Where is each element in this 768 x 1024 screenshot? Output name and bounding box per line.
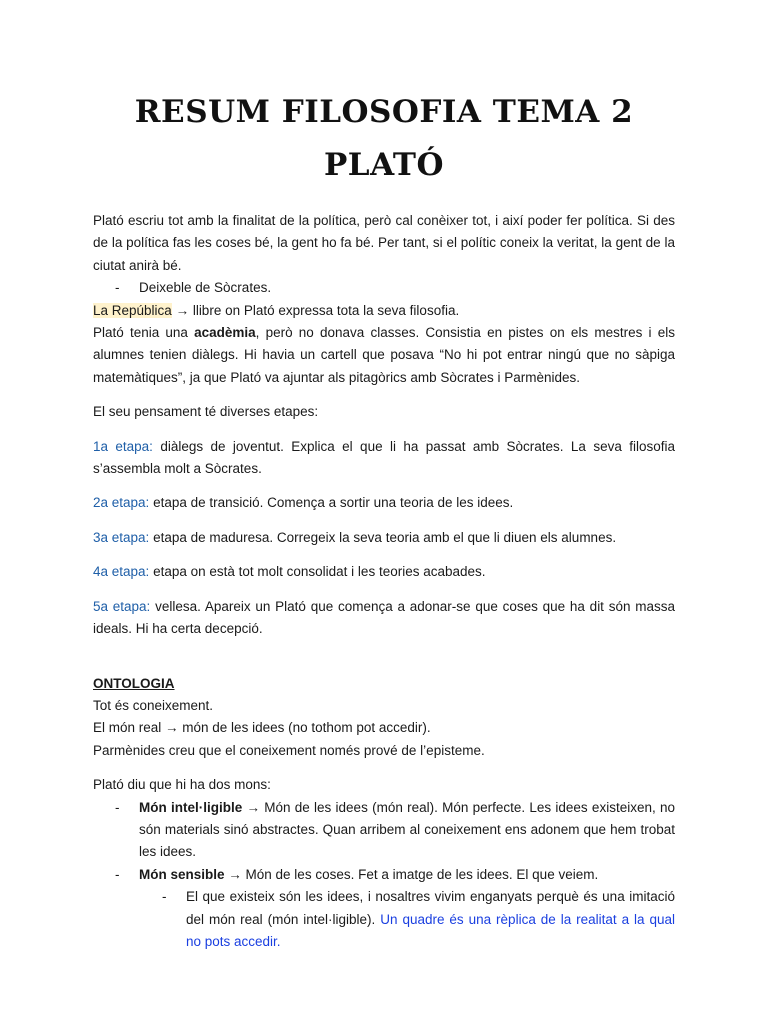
list-dash: - [115, 799, 120, 815]
ontologia-heading-text: ONTOLOGIA [93, 675, 175, 691]
stage-1-label: 1a etapa: [93, 438, 153, 454]
onto-line-3: Parmènides creu que el coneixement només prové de l’episteme. [93, 742, 485, 758]
sub-bullet-text: El que existeix són les idees, i nosaltres vivim enganyats perquè és una imitació del món real (món intel·ligible). [186, 889, 675, 927]
stage-4-text: etapa on està tot molt consolidat i les teories acabades. [149, 564, 486, 580]
republica-line [93, 300, 675, 322]
stage-5 [93, 596, 675, 641]
republica-text: → llibre on Plató expressa tota la seva filosofia. [171, 302, 460, 318]
mon-sensible-text: Món de les coses. Fet a imatge de les idees. El que veiem. [241, 866, 599, 882]
two-worlds-intro: Plató diu que hi ha dos mons: [93, 777, 271, 793]
stage-3-text: etapa de maduresa. Corregeix la seva teoria amb el que li diuen els alumnes. [149, 529, 617, 545]
ontologia-heading [93, 673, 675, 695]
list-item [93, 277, 675, 299]
academia-word: acadèmia [194, 325, 256, 341]
document-title [93, 86, 675, 192]
stage-3 [93, 527, 675, 549]
stage-2 [93, 492, 675, 514]
republica-highlight: La República [93, 302, 172, 318]
academia-pre: Plató tenia una [93, 325, 195, 341]
list-dash: - [162, 889, 167, 905]
mon-intel-text: Món de les idees (món real). Món perfecte. Les idees existeixen, no són materials sinó abstractes. Quan arribem al coneixement ens adonem que hem trobat les idees. [139, 799, 675, 860]
mon-sensible-label: Món sensible → [139, 866, 242, 882]
stage-1-text: diàlegs de joventut. Explica el que li ha passat amb Sòcrates. La seva filosofia s’assembla molt a Sòcrates. [93, 438, 675, 477]
stage-3-label: 3a etapa: [93, 529, 150, 545]
stage-5-label: 5a etapa: [93, 598, 151, 614]
list-dash: - [115, 280, 120, 296]
sub-bullet-blue: Un quadre és una rèplica de la realitat a la qual no pots accedir. [186, 911, 676, 949]
mon-intel-label: Món intel·ligible → [139, 799, 260, 815]
stage-4-label: 4a etapa: [93, 564, 150, 580]
intro-paragraph: Plató escriu tot amb la finalitat de la política, però cal conèixer tot, i així poder fer política. Si des de la política fas les coses bé, la gent ho fa bé. Per tant, si el polític coneix la veritat, la gent de la ciutat anirà bé. [93, 213, 675, 273]
onto-line-2: El món real → món de les idees (no tothom pot accedir). [93, 720, 431, 736]
academia-paragraph [93, 322, 675, 389]
title-line-2: PLATÓ [323, 147, 445, 183]
bullet-socrates: Deixeble de Sòcrates. [139, 280, 272, 296]
onto-line-1: Tot és coneixement. [93, 697, 214, 713]
stages-intro: El seu pensament té diverses etapes: [93, 404, 319, 420]
stage-5-text: vellesa. Apareix un Plató que comença a adonar-se que coses que ha dit són massa ideals. Hi ha certa decepció. [93, 598, 675, 637]
list-item [93, 864, 675, 886]
stage-2-text: etapa de transició. Comença a sortir una teoria de les idees. [149, 495, 514, 511]
sub-list-item [93, 886, 675, 953]
list-item [93, 797, 675, 864]
stage-1 [93, 436, 675, 481]
academia-post: , però no donava classes. Consistia en pistes on els mestres i els alumnes tenien diàlegs. Hi havia un cartell que posava “No hi pot entrar ningú que no sàpiga matemàtiques”, ja que Plató va ajuntar als pitagòrics amb Sòcrates i Parmènides. [93, 325, 675, 385]
title-line-1: RESUM FILOSOFIA TEMA 2 [134, 94, 634, 130]
stage-4 [93, 561, 675, 583]
stage-2-label: 2a etapa: [93, 495, 150, 511]
list-dash: - [115, 866, 120, 882]
